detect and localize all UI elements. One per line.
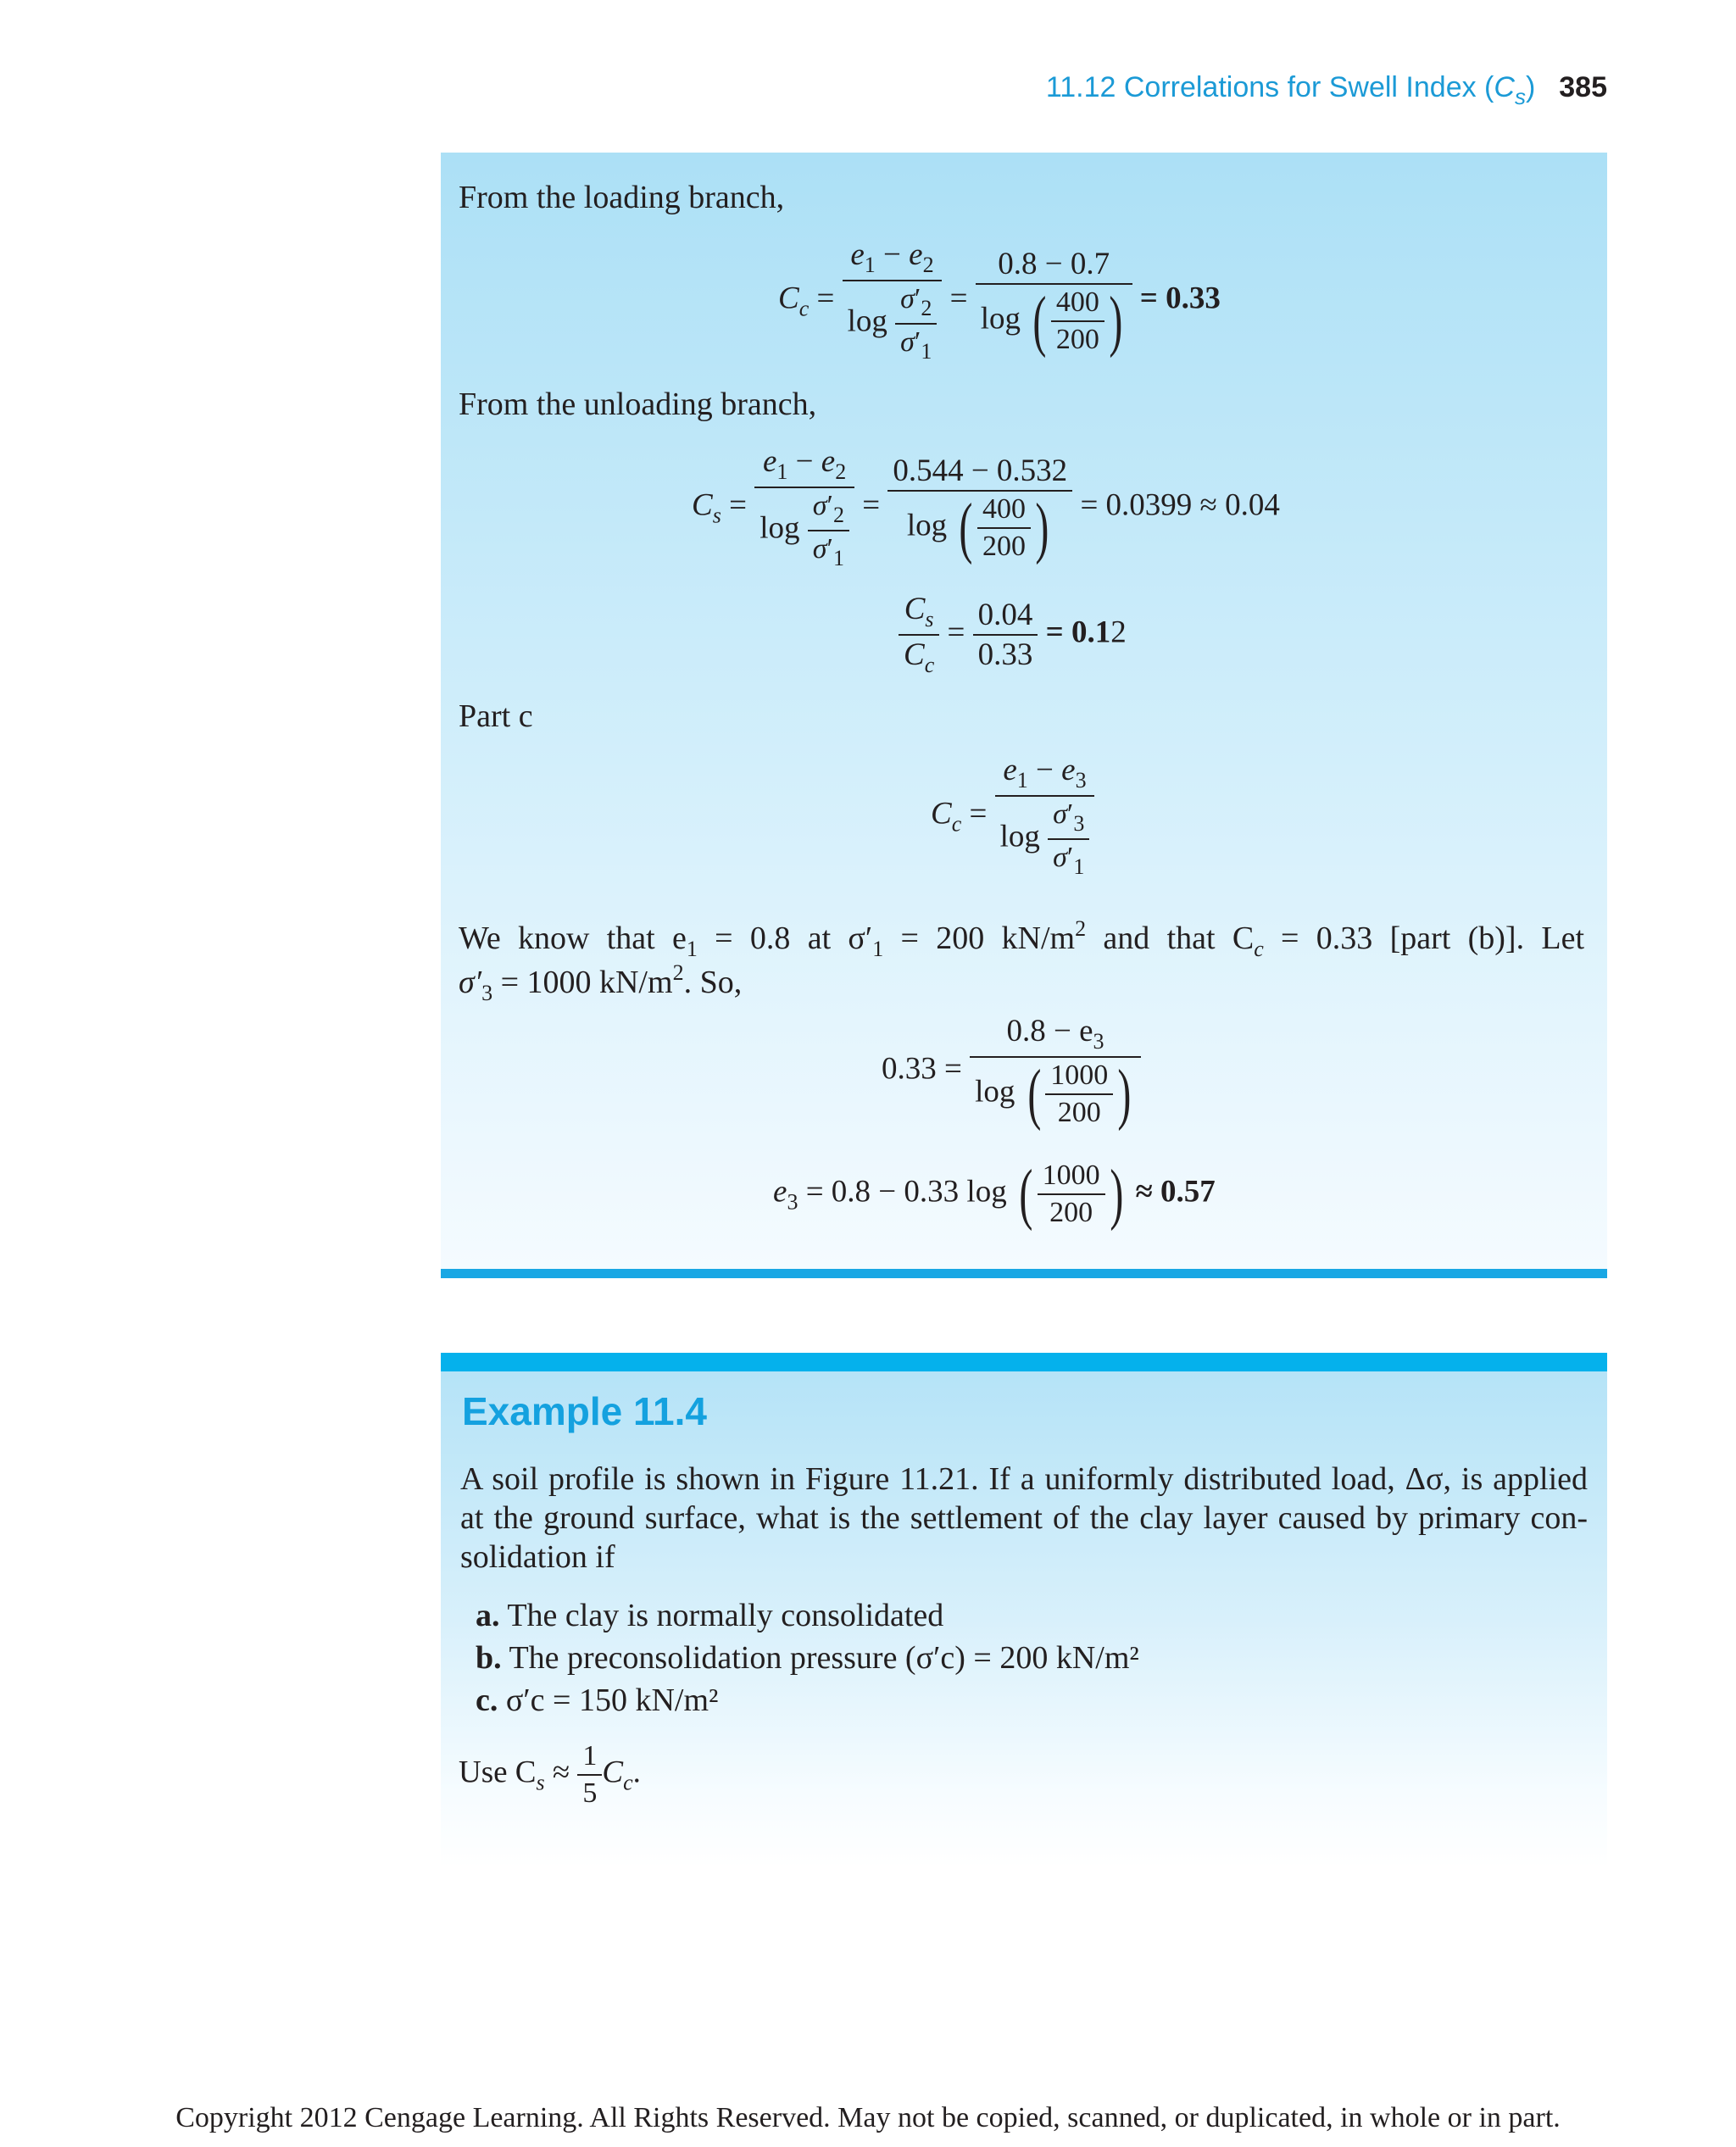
e3-result-equation: $e_3 = 0.8 - 0.33$ log ( $\frac{1000}{200}$ ) ≈ 0.57 (773, 1157, 1216, 1232)
use-ratio-line: Use $C_s$ ≈ $\frac{1}{5}$ $C_c$. (459, 1740, 641, 1809)
part-c-label: Part c (459, 698, 533, 734)
substitution-equation: 0.33 = $0.8 - e_3$ log ( $\frac{1000}{200}$ ) (882, 1015, 1141, 1127)
cs-result: = 0.0399 ≈ 0.04 (1080, 487, 1280, 523)
running-head (932, 71, 1607, 110)
example-item-a: a. The clay is normally consolidated (476, 1598, 944, 1633)
example-item-b: b. The preconsolidation pressure (σ′c) = 200 kN/m² (476, 1640, 1139, 1676)
known-line-1: We know that $e_1 = 0.8$ at $\sigma'_1 = 200$ $kN/m^2$ and that $C_c = 0.33$ [part (b)]. Let (459, 916, 1584, 961)
cc-loading-equation: $C_c$ = $e_1 - e_2$ log $\frac{\sigma'_2}{\sigma'_1}$ = 0.8 − 0.7 log ( $\frac{400}{200}$ ) = 0.33 (778, 237, 1221, 364)
loading-intro: From the loading branch, (459, 180, 785, 215)
example-item-c: c. σ′c = 150 kN/m² (476, 1683, 719, 1718)
cs-unloading-equation: $C_s$ = $e_1 - e_2$ log $\frac{\sigma'_2}{\sigma'_1}$ = 0.544 − 0.532 log ( $\frac{400}{200}$ ) = 0.0399 ≈ 0.04 (692, 444, 1280, 570)
example-title: Example 11.4 (462, 1389, 707, 1433)
cc-general-equation: $C_c$ = $e_1 - e_3$ log $\frac{\sigma'_3}{\sigma'_1}$ (931, 754, 1094, 878)
example-box-rule (441, 1353, 1607, 1371)
e3-value: ≈ 0.57 (1135, 1174, 1216, 1210)
copyright-footer: Copyright 2012 Cengage Learning. All Rights Reserved. May not be copied, scanned, or duplicated, in whole or in part. (175, 2102, 1561, 2133)
cc-result: = 0.33 (1139, 281, 1221, 316)
ratio-equation: $\frac{C_s}{C_c}$ = $\frac{0.04}{0.33}$ = 0.12 (899, 593, 1127, 676)
known-line-2: $\sigma'_3 = 1000$ $kN/m^2$. So, (459, 960, 743, 1005)
example-problem: A soil profile is shown in Figure 11.21. If a uniformly distributed load, Δσ, is applied at the ground surface, what is the settlement of the clay layer caused by primary con-solidation if (460, 1461, 1588, 1575)
solution-box-rule (441, 1269, 1607, 1278)
section-title: 11.12 Correlations for Swell Index $(C_s)$ (1045, 71, 1536, 109)
unloading-intro: From the unloading branch, (459, 387, 817, 422)
page-number: 385 (1559, 71, 1607, 103)
